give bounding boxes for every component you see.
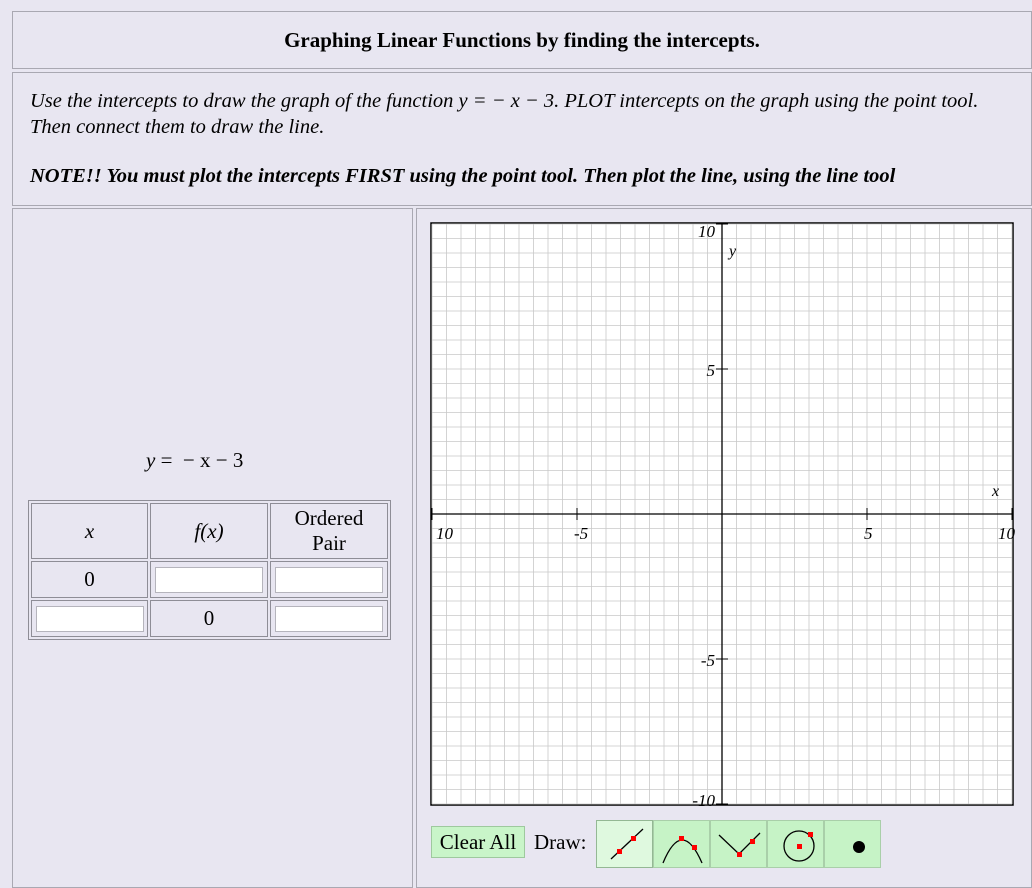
header-fx: f(x) (150, 503, 268, 559)
circle-tool-button[interactable] (767, 820, 824, 868)
equation-rhs: = − x − 3 (155, 448, 244, 472)
parabola-tool-icon (654, 821, 711, 869)
row2-x-cell (31, 600, 148, 637)
instructions-text: Use the intercepts to draw the graph of the function y = − x − 3. PLOT intercepts on the graph using the point tool. Then connect them to draw the line. (30, 90, 979, 138)
x-tick-label: 5 (864, 524, 873, 543)
intercept-table (28, 500, 391, 640)
row1-pair-cell (270, 561, 388, 598)
clear-all-button[interactable]: Clear All (431, 826, 525, 858)
x-axis-label: x (992, 483, 1000, 500)
row1-x-value: 0 (31, 561, 148, 598)
x-tick-label: -5 (574, 524, 589, 543)
row2-pair-input[interactable] (275, 606, 383, 632)
y-tick-label: 5 (706, 361, 715, 380)
absolute-value-tool-button[interactable] (710, 820, 767, 868)
row1-pair-input[interactable] (275, 567, 383, 593)
row1-fx-input[interactable] (155, 567, 263, 593)
header-x: x (31, 503, 148, 559)
y-axis-label: y (729, 243, 737, 260)
x-tick-label: 10 (998, 524, 1015, 543)
row2-pair-cell (270, 600, 388, 637)
line-tool-button[interactable] (596, 820, 653, 868)
parabola-tool-button[interactable] (653, 820, 710, 868)
table-row (31, 561, 388, 598)
row2-fx-value: 0 (150, 600, 268, 637)
table-header-row (31, 503, 388, 559)
coordinate-graph[interactable] (431, 222, 1015, 810)
table-row (31, 600, 388, 637)
circle-tool-icon (768, 821, 825, 869)
y-tick-label: -10 (692, 791, 715, 810)
x-tick-label: 10 (436, 524, 453, 543)
title-panel (12, 11, 1032, 69)
point-tool-icon (825, 821, 882, 869)
row2-x-input[interactable] (36, 606, 144, 632)
y-tick-label: -5 (700, 651, 715, 670)
point-tool-button[interactable] (824, 820, 881, 868)
draw-label: Draw: (534, 830, 587, 854)
row1-fx-cell (150, 561, 268, 598)
equation-lhs: y (146, 448, 156, 472)
y-tick-label: 10 (698, 222, 715, 241)
header-ordered-pair: Ordered Pair (270, 503, 388, 559)
instructions-note: NOTE!! You must plot the intercepts FIRST using the point tool. Then plot the line, using the line tool (30, 165, 896, 187)
page-title: Graphing Linear Functions by finding the intercepts. (284, 28, 760, 52)
absolute-value-tool-icon (711, 821, 768, 869)
line-tool-icon (597, 821, 654, 869)
function-equation (146, 448, 243, 473)
instructions-panel (12, 72, 1032, 206)
